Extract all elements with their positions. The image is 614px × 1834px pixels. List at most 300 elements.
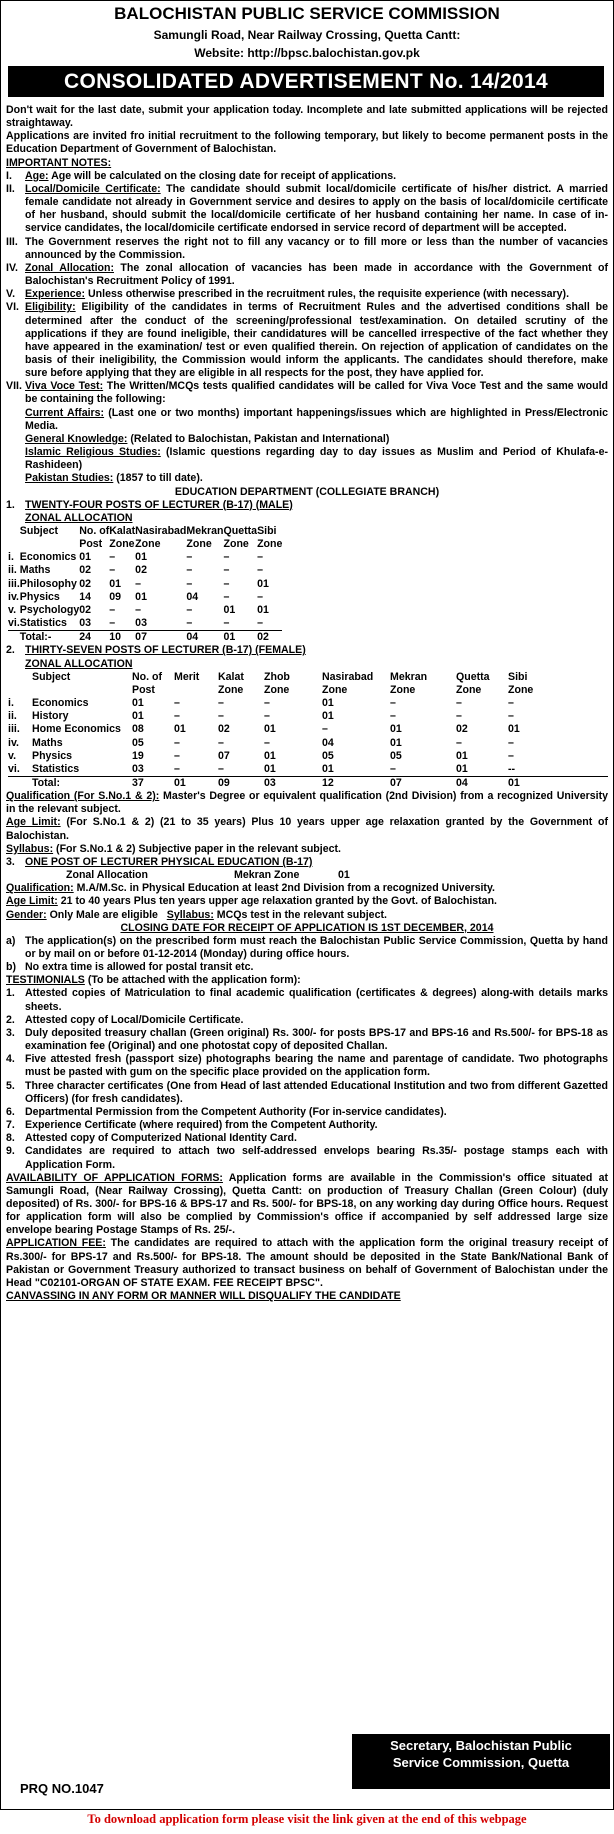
table-cell: –: [223, 564, 230, 577]
table-row: [8, 617, 282, 631]
table-header-cell: Zone: [264, 683, 290, 696]
table-cell: History: [32, 710, 69, 723]
table-cell: v.: [8, 749, 17, 762]
table-cell: Statistics: [32, 762, 80, 775]
post3-count: 01: [338, 869, 350, 882]
table-cell: iv.: [8, 590, 19, 603]
prq-number: PRQ NO.1047: [20, 1781, 104, 1796]
table-cell: 02: [456, 723, 468, 736]
table-header-cell: Zone: [223, 538, 249, 551]
table-cell: 01: [132, 710, 144, 723]
table-header-cell: Sibi: [508, 670, 528, 683]
testimonial-number: 9.: [6, 1145, 15, 1158]
availability-label: AVAILABILITY OF APPLICATION FORMS:: [6, 1171, 223, 1184]
testimonial-text: Departmental Permission from the Competent Authority (For in-service candidates).: [25, 1105, 447, 1118]
testimonial-number: 5.: [6, 1079, 15, 1092]
table-total-cell: [8, 631, 20, 645]
table-cell: –: [257, 564, 263, 577]
note-label: Local/Domicile Certificate:: [25, 182, 161, 195]
table-cell: 04: [186, 590, 199, 603]
post2-title: THIRTY-SEVEN POSTS OF LECTURER (B-17) (FEMALE): [25, 644, 306, 657]
testimonials-list: [6, 987, 608, 1171]
testimonial-number: 8.: [6, 1132, 15, 1145]
table-header-row: [8, 538, 282, 551]
table-header-cell: [32, 684, 132, 697]
closing-item-number: b): [6, 961, 16, 974]
table-cell: ii.: [8, 564, 17, 577]
table-cell: 01: [223, 603, 236, 616]
testimonial-text: Attested copy of Computerized National Identity Card.: [25, 1132, 297, 1145]
note-label: Zonal Allocation:: [25, 261, 114, 274]
table-cell: 03: [135, 617, 147, 630]
table-header-cell: Zone: [257, 538, 283, 551]
table-total-row: [8, 631, 282, 645]
note-body: The Written/MCQs tests qualified candidates will be called for Viva Voce Test and the same would be containing the following:: [25, 380, 608, 406]
table-cell: –: [264, 736, 270, 749]
note-item: [6, 262, 608, 288]
table-header-cell: Kalat: [218, 670, 244, 683]
testimonials-label: TESTIMONIALS: [6, 974, 85, 987]
table-cell: 05: [132, 736, 144, 749]
table-cell: –: [223, 617, 230, 630]
table-total-cell: [8, 776, 32, 790]
table-cell: –: [223, 590, 230, 603]
table-cell: –: [174, 710, 180, 723]
table-cell: 04: [322, 736, 334, 749]
table-cell: Physics: [19, 590, 60, 603]
table-cell: Psychology: [19, 603, 80, 616]
table-cell: –: [218, 736, 224, 749]
closing-item-text: No extra time is allowed for postal transit etc.: [25, 961, 254, 974]
table-cell: 01: [508, 723, 520, 736]
table-cell: Economics: [32, 697, 89, 710]
note-item: [6, 236, 608, 262]
table-total-cell: 01: [174, 776, 218, 790]
table-cell: vi.: [8, 617, 20, 630]
table-cell: 19: [132, 749, 144, 762]
table-cell: iii.: [8, 723, 20, 736]
table-header-cell: No. of: [79, 525, 110, 537]
table-total-cell: 09: [218, 776, 264, 790]
table-cell: 01: [390, 723, 402, 736]
table-total-cell: 04: [186, 631, 223, 645]
note-number: I.: [6, 169, 12, 182]
table-header-cell: Post: [79, 538, 103, 551]
table-header-cell: Mekran: [186, 525, 224, 537]
table-cell: 01: [135, 590, 147, 603]
table-cell: –: [322, 723, 328, 736]
table-cell: 08: [132, 723, 144, 736]
note-text: [25, 380, 608, 406]
table-cell: 14: [79, 590, 92, 603]
general-knowledge-label: General Knowledge:: [25, 432, 128, 445]
table-cell: 01: [264, 762, 276, 775]
table-header-cell: Zone: [218, 683, 244, 696]
table-total-cell: Total:: [32, 776, 132, 790]
department-heading: EDUCATION DEPARTMENT (COLLEGIATE BRANCH): [174, 485, 440, 498]
note-number: III.: [6, 235, 18, 248]
table-header-cell: No. of: [132, 670, 163, 683]
post3-title: ONE POST OF LECTURER PHYSICAL EDUCATION (B-17): [25, 855, 313, 868]
table-cell: –: [109, 564, 116, 577]
signature-line-1: Secretary, Balochistan Public: [390, 1738, 572, 1753]
table-cell: [8, 538, 20, 551]
closing-list: [6, 935, 608, 974]
table-cell: 01: [257, 603, 269, 616]
age-limit-label: Age Limit:: [6, 816, 61, 829]
post3-gender-text: Only Male are eligible: [46, 908, 161, 921]
note-text: [25, 170, 608, 183]
table-cell: 01: [322, 762, 334, 775]
table-cell: Physics: [32, 749, 73, 762]
table-header-cell: Sibi: [257, 525, 277, 537]
note-label: Eligibility:: [25, 301, 76, 314]
table-row: [8, 723, 608, 736]
post3-age-label: Age Limit:: [6, 895, 58, 908]
table-cell: –: [508, 697, 514, 710]
table-total-cell: 07: [135, 631, 186, 645]
note-number: VI.: [6, 301, 19, 314]
advertisement-banner: CONSOLIDATED ADVERTISEMENT No. 14/2014: [8, 66, 604, 97]
table-row: [8, 578, 282, 591]
table-row: [8, 737, 608, 750]
age-limit-text: (For S.No.1 & 2) (21 to 35 years) Plus 10 years upper age relaxation granted by the Government of Balochistan.: [6, 816, 608, 842]
table-total-cell: 10: [109, 631, 135, 645]
table-cell: –: [186, 603, 193, 616]
testimonial-text: Candidates are required to attach two self-addressed envelops bearing Rs.35/- postage stamps each with Application Form.: [25, 1145, 608, 1171]
table-header-cell: [20, 538, 79, 551]
testimonial-item: [6, 1145, 608, 1171]
note-label: Age:: [25, 169, 49, 182]
note-label: Viva Voce Test:: [25, 380, 104, 393]
post3-mekran-label: Mekran Zone: [234, 869, 300, 882]
table-row: [8, 710, 608, 723]
table-cell: –: [218, 697, 224, 710]
table-cell: 02: [79, 577, 92, 590]
table-cell: 02: [135, 564, 147, 577]
table-header-cell: Zone: [322, 683, 348, 696]
closing-date: CLOSING DATE FOR RECEIPT OF APPLICATION IS 1ST DECEMBER, 2014: [120, 921, 494, 934]
testimonial-number: 7.: [6, 1119, 15, 1132]
table-total-cell: 07: [390, 776, 456, 790]
table-header-cell: Zone: [109, 538, 135, 551]
table-header-cell: Zone: [508, 683, 534, 696]
qualification-text: Master's Degree or equivalent qualification (2nd Division) from a recognized University in the relevant subject.: [6, 790, 608, 816]
table-cell: –: [186, 551, 193, 564]
table-cell: –: [186, 577, 193, 590]
table-cell: –: [508, 749, 514, 762]
table-cell: 01: [257, 577, 269, 590]
table-cell: Maths: [19, 564, 51, 577]
note-body: The Government reserves the right not to fill any vacancy or to fill more or less than the number of vacancies announced by the Commission.: [25, 235, 608, 261]
table-cell: –: [257, 617, 263, 630]
table-cell: –: [218, 710, 224, 723]
table-cell: –: [218, 762, 224, 775]
table-cell: 01: [174, 723, 186, 736]
note-body: Eligibility of the candidates in terms of Recruitment Rules and the advertised conditions shall be determined after the conduct of the screening/professional test/examination. On detailed scrutiny of the applications if they are found ineligible, their candidatures will be cancelled irrespective of the fact whether they have appeared in the examination/ test or even qualified therein. On rejection of application of candidates on the basis of their ineligibility, the Commission would inform the applicants. The candidates should therefore, make sure before applying that they are eligible in all respects for the post, they have applied for.: [25, 301, 608, 380]
table-cell: –: [186, 617, 193, 630]
table-cell: 01: [390, 736, 402, 749]
current-affairs-text: (Last one or two months) important happenings/issues which are highlighted in Press/Electronic Media.: [25, 406, 608, 432]
table-cell: –: [135, 603, 142, 616]
table-header-cell: Merit: [174, 670, 200, 683]
table-cell: –: [390, 762, 396, 775]
testimonial-number: 6.: [6, 1105, 15, 1118]
current-affairs-label: Current Affairs:: [25, 406, 105, 419]
table-cell: –: [174, 697, 180, 710]
testimonial-item: [6, 1080, 608, 1106]
table-cell: –: [186, 564, 193, 577]
table-row: [8, 564, 282, 577]
table-cell: –: [135, 577, 142, 590]
application-fee-label: APPLICATION FEE:: [6, 1237, 106, 1250]
table-cell: –: [390, 697, 396, 710]
note-number: VII.: [6, 380, 22, 393]
table-cell: –: [109, 603, 116, 616]
syllabus-label: Syllabus:: [6, 842, 54, 855]
table-cell: –: [508, 710, 514, 723]
table-total-cell: 01: [508, 776, 608, 790]
table-cell: –: [174, 736, 180, 749]
table-cell: Home Economics: [32, 723, 121, 736]
table-cell: 03: [79, 617, 92, 630]
table-total-cell: 01: [224, 631, 258, 645]
testimonial-number: 4.: [6, 1053, 15, 1066]
canvassing-warning: CANVASSING IN ANY FORM OR MANNER WILL DISQUALIFY THE CANDIDATE: [6, 1290, 401, 1303]
table-total-cell: 04: [456, 776, 508, 790]
table-header-cell: Subject: [19, 525, 59, 537]
table-cell: [8, 671, 32, 684]
table-row: [8, 591, 282, 604]
note-text: [25, 183, 608, 236]
post1-allocation-table: [8, 525, 282, 644]
testimonial-number: 1.: [6, 987, 15, 1000]
table-cell: 01: [135, 551, 147, 564]
testimonial-text: Three character certificates (One from Head of last attended Educational Institution and two from different Gazetted Officers) (for fresh candidates).: [25, 1079, 608, 1105]
qualification-label: Qualification (For S.No.1 & 2):: [6, 790, 160, 803]
table-total-cell: 12: [322, 776, 390, 790]
table-header-cell: Zhob: [264, 670, 290, 683]
table-cell: 01: [456, 749, 468, 762]
note-text: [25, 301, 608, 380]
testimonial-item: [6, 1132, 608, 1145]
table-total-cell: 02: [257, 631, 282, 645]
testimonial-item: [6, 1053, 608, 1079]
table-cell: 02: [218, 723, 230, 736]
notes-list: [6, 170, 608, 407]
testimonial-item: [6, 1027, 608, 1053]
table-header-cell: Quetta: [223, 525, 258, 537]
post2-allocation-table: [8, 671, 608, 790]
intro-warning: Don't wait for the last date, submit your application today. Incomplete and late submitted applications will be rejected straightaway.: [6, 104, 608, 130]
table-cell: Statistics: [19, 617, 67, 630]
notes-title: IMPORTANT NOTES:: [6, 156, 112, 169]
commission-address: Samungli Road, Near Railway Crossing, Quetta Cantt:: [153, 28, 461, 42]
table-row: [8, 697, 608, 710]
table-cell: –: [223, 551, 230, 564]
table-cell: 01: [79, 551, 92, 564]
note-body: The zonal allocation of vacancies has been made in accordance with the Government of Balochistan's Recruitment Policy of 1991.: [25, 261, 608, 288]
note-label: Experience:: [25, 288, 86, 301]
table-cell: 05: [390, 749, 402, 762]
table-cell: iii.: [8, 577, 20, 590]
commission-title: BALOCHISTAN PUBLIC SERVICE COMMISSION: [114, 4, 500, 23]
testimonial-item: [6, 1106, 608, 1119]
table-total-cell: 24: [79, 631, 109, 645]
table-header-cell: Nasirabad: [135, 525, 187, 537]
table-cell: Economics: [19, 551, 77, 564]
viva-topics: [6, 407, 608, 486]
table-cell: i.: [8, 697, 14, 710]
table-cell: –: [456, 710, 462, 723]
closing-item-number: a): [6, 934, 16, 947]
table-cell: i.: [8, 551, 14, 564]
note-item: [6, 301, 608, 380]
table-header-row: [8, 671, 608, 684]
table-header-row: [8, 684, 608, 697]
table-cell: iv.: [8, 736, 19, 749]
note-item: [6, 288, 608, 301]
testimonial-text: Attested copy of Local/Domicile Certificate.: [25, 1013, 244, 1026]
post3-age-text: 21 to 40 years Plus ten years upper age relaxation granted by the Govt. of Balochistan.: [57, 895, 497, 908]
table-cell: [8, 525, 20, 538]
testimonial-text: Five attested fresh (passport size) photographs bearing the name and parentage of candidate. Two photographs must be pasted with gum on the specific place provided on the application form.: [25, 1053, 608, 1079]
table-cell: –: [508, 736, 514, 749]
table-cell: –: [456, 697, 462, 710]
table-row: [8, 551, 282, 564]
closing-item-text: The application(s) on the prescribed form must reach the Balochistan Public Service Commission, Quetta by hand or by mail on or before 01-12-2014 (Monday) during office hours.: [25, 934, 608, 960]
note-item: [6, 183, 608, 236]
islamic-studies-label: Islamic Religious Studies:: [25, 446, 161, 459]
post3-qualification-text: M.A/M.Sc. in Physical Education at least 2nd Division from a recognized University.: [73, 882, 495, 895]
testimonial-text: Attested copies of Matriculation to final academic qualification (certificates & degrees) along-with details marks sheets.: [25, 987, 608, 1013]
testimonial-item: [6, 1014, 608, 1027]
note-body: Age will be calculated on the closing date for receipt of applications.: [48, 169, 397, 182]
table-cell: --: [508, 762, 516, 775]
testimonials-text: (To be attached with the application form):: [84, 974, 301, 987]
post3-number: 3.: [6, 855, 15, 868]
table-cell: –: [109, 551, 116, 564]
post3-zonal-label: Zonal Allocation: [66, 869, 149, 882]
note-item: [6, 380, 608, 406]
pakistan-studies-label: Pakistan Studies:: [25, 472, 114, 485]
post3-syllabus-label: Syllabus:: [166, 908, 214, 921]
table-row: [8, 750, 608, 763]
table-total-row: [8, 776, 608, 790]
table-header-cell: [174, 684, 218, 697]
testimonial-number: 3.: [6, 1026, 15, 1039]
table-row: [8, 763, 608, 777]
table-cell: 01: [132, 697, 144, 710]
commission-website: Website: http://bpsc.balochistan.gov.pk: [194, 46, 420, 60]
signature-line-2: Service Commission, Quetta: [392, 1755, 570, 1770]
table-row: [8, 604, 282, 617]
table-cell: –: [257, 551, 263, 564]
availability-text: Application forms are available in the Commission's office situated at Samungli Road, (Near Railway Crossing), Quetta Cantt: on production of Treasury Challan (Green Colour) (duly deposited) of Rs. 300/- for BPS-16 & BPS-17 and Rs. 500/- for BPS-18, on any working day during Office hours. Request for application form will also be complied by Commission's office if accompanied by self addressed large size envelope bearing Postage Stamps of Rs. 25/-.: [6, 1171, 608, 1237]
note-item: [6, 170, 608, 183]
application-fee-text: The candidates are required to attach with the application form the original treasury receipt of Rs.300/- for BPS-17 and Rs.500/- for BPS-18. The amount should be deposited in the State Bank/National Bank of Pakistan or Government Treasury authorized to transact business on behalf of Government of Balochistan under the Head "C02101-ORGAN OF STATE EXAM. FEE RECEIPT BPSC".: [6, 1237, 608, 1289]
post1-zonal-heading: ZONAL ALLOCATION: [25, 511, 133, 524]
table-cell: [8, 684, 32, 697]
advertisement-body: [6, 104, 608, 1303]
table-cell: 01: [456, 762, 468, 775]
table-total-cell: 37: [132, 776, 174, 790]
table-header-cell: Zone: [390, 683, 416, 696]
pakistan-studies-text: (1857 to till date).: [113, 472, 203, 485]
note-body: Unless otherwise prescribed in the recruitment rules, the requisite experience (with necessary).: [85, 288, 570, 301]
post1-number: 1.: [6, 498, 15, 511]
table-cell: –: [390, 710, 396, 723]
table-total-cell: 03: [264, 776, 322, 790]
note-text: [25, 288, 608, 301]
table-header-cell: Kalat: [109, 525, 136, 537]
table-cell: –: [264, 710, 270, 723]
table-cell: vi.: [8, 762, 20, 775]
table-cell: –: [109, 617, 116, 630]
table-header-cell: Mekran: [390, 670, 428, 683]
syllabus-text: (For S.No.1 & 2) Subjective paper in the relevant subject.: [53, 842, 341, 855]
table-total-cell: Total:-: [20, 631, 79, 645]
general-knowledge-text: (Related to Balochistan, Pakistan and International): [127, 432, 390, 445]
testimonial-item: [6, 1119, 608, 1132]
post3-syllabus-text: MCQs test in the relevant subject.: [213, 908, 387, 921]
closing-item: [6, 961, 608, 974]
table-header-cell: Zone: [186, 538, 212, 551]
table-header-cell: Nasirabad: [322, 670, 374, 683]
table-cell: –: [257, 590, 263, 603]
signature-box: [352, 1734, 610, 1789]
table-cell: –: [174, 749, 180, 762]
intro-invitation: Applications are invited fro initial recruitment to the following temporary, but likely to become permanent posts in the Education Department of Government of Balochistan.: [6, 130, 608, 156]
note-number: IV.: [6, 261, 18, 274]
post1-title: TWENTY-FOUR POSTS OF LECTURER (B-17) (MALE): [25, 498, 293, 511]
table-cell: –: [174, 762, 180, 775]
note-body: The candidate should submit local/domicile certificate of his/her district. A married female candidate not already in Government service and desires to apply on the basis of local/domicile certificate of her husband, should submit the local/domicile certificate of her husband containing her name. In case of in-service candidates, the local/domicile certificate endorsed in service record of department will be accepted.: [25, 182, 608, 235]
table-cell: –: [456, 736, 462, 749]
closing-item: [6, 935, 608, 961]
table-cell: 01: [264, 723, 276, 736]
table-header-cell: Zone: [456, 683, 482, 696]
note-number: II.: [6, 182, 15, 195]
table-header-cell: Quetta: [456, 670, 490, 683]
post2-number: 2.: [6, 644, 15, 657]
islamic-studies-text: (Islamic questions regarding day to day issues as Muslim and Period of Khulafa-e-Rashideen): [25, 446, 608, 472]
post2-zonal-heading: ZONAL ALLOCATION: [25, 657, 133, 670]
table-cell: 01: [322, 710, 334, 723]
note-text: [25, 236, 608, 262]
table-cell: Maths: [32, 736, 63, 749]
testimonial-number: 2.: [6, 1013, 15, 1026]
note-text: [25, 262, 608, 288]
table-cell: 03: [132, 762, 144, 775]
table-header-cell: Zone: [135, 538, 161, 551]
table-cell: 07: [218, 749, 230, 762]
table-cell: –: [223, 577, 230, 590]
post3-gender-label: Gender:: [6, 908, 47, 921]
note-number: V.: [6, 288, 16, 301]
table-cell: 02: [79, 603, 92, 616]
post3-qualification-label: Qualification:: [6, 882, 74, 895]
testimonial-text: Duly deposited treasury challan (Green original) Rs. 300/- for posts BPS-17 and BPS-16 and Rs.500/- for BPS-18 as examination fee (Original) and one photostat copy of deposited Challan.: [25, 1026, 608, 1053]
download-note-link[interactable]: To download application form please visit the link given at the end of this webpage: [87, 1812, 527, 1826]
table-cell: –: [264, 697, 270, 710]
testimonial-item: [6, 987, 608, 1013]
table-cell: 01: [264, 749, 276, 762]
table-cell: 01: [322, 697, 334, 710]
table-header-row: [8, 525, 282, 538]
table-cell: Philosophy: [19, 577, 77, 590]
table-header-cell: Subject: [32, 670, 71, 683]
